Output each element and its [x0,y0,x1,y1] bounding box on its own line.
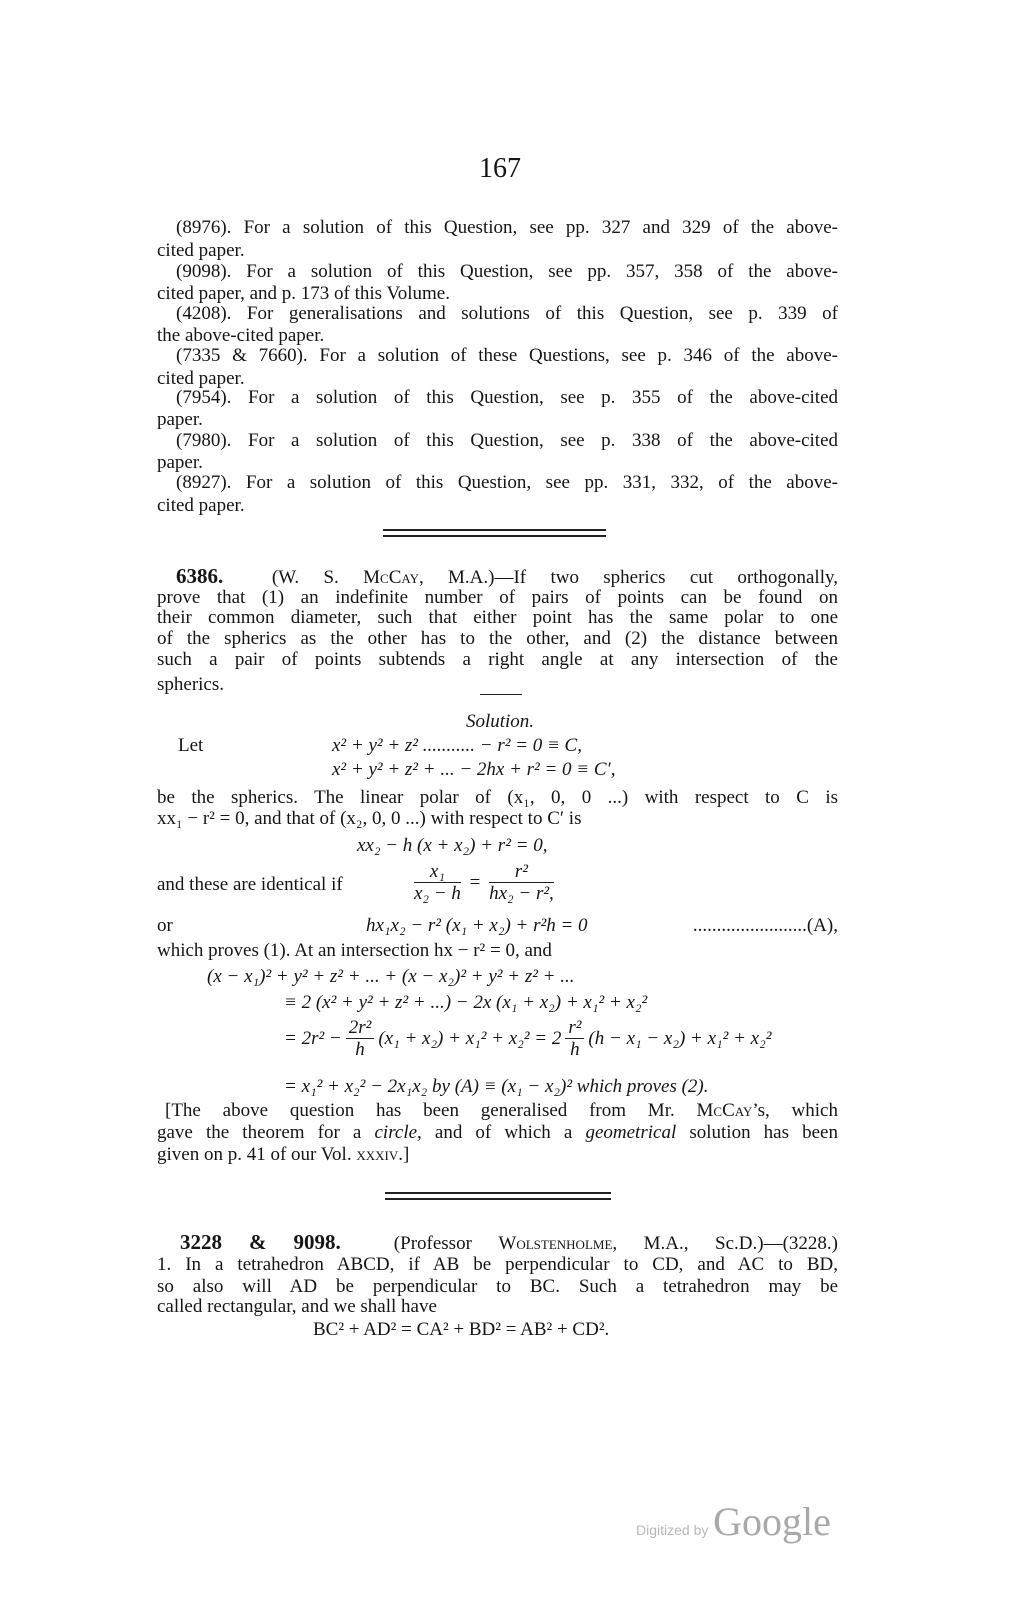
author-name: Wolstenholme [498,1233,613,1254]
question-line: 1. In a tetrahedron ABCD, if AB be perpendicular to CD, and AC to BD, [157,1254,838,1275]
denominator: h [570,1039,580,1060]
question-line: prove that (1) an indefinite number of pairs of points can be found on [157,587,838,608]
section-divider [385,1198,611,1200]
denominator: hx₂ − r², [489,883,554,904]
text: solution has been [676,1122,838,1143]
text: ’s, which [752,1100,838,1121]
author-name: McCay [363,567,419,588]
note-line: paper. [157,452,203,473]
equation: ≡ 2 (x² + y² + z² + ...) − 2x (x₁ + x₂) + x₁² + x₂² [284,992,648,1013]
remark-line [165,1100,838,1122]
note-line: (9098). For a solution of this Question, see pp. 357, 358 of the above- [176,261,838,282]
eq-part: (x₁ + x₂) + x₁² + x₂² = 2 [378,1027,562,1049]
section-divider [385,1192,611,1194]
let-label: Let [178,735,204,756]
watermark-text: Digitized by [636,1522,709,1538]
question-line: such a pair of points subtends a right angle at any intersection of the [157,649,838,670]
section-divider [383,529,606,531]
text: (W. S. [271,567,364,588]
note-line: cited paper. [157,368,245,389]
equation: x² + y² + z² + ... − 2hx + r² = 0 ≡ C′, [332,759,616,780]
note-line: (7980). For a solution of this Question, see p. 338 of the above-cited [176,430,838,451]
question-number: 3228 & 9098. [180,1230,341,1254]
note-line: (8976). For a solution of this Question, see pp. 327 and 329 of the above- [176,217,838,238]
text: , and of which a [417,1122,586,1143]
text: xxxiv [356,1144,399,1165]
text: geometrical [585,1122,677,1143]
denominator: x₂ − h [414,883,461,904]
remark-line [157,1122,838,1144]
text: gave the theorem for a [157,1122,375,1143]
equation [284,1018,771,1061]
note-line: paper. [157,409,203,430]
note-line: (7954). For a solution of this Question, see p. 355 of the above-cited [176,387,838,408]
equation-fraction [410,862,558,905]
text: , M.A., Sc.D.)—(3228.) [612,1233,838,1254]
note-line: the above-cited paper. [157,325,325,346]
google-logo: Google [713,1499,831,1544]
text-line: be the spherics. The linear polar of (x₁, 0, 0 ...) with respect to C is [157,787,838,808]
solution-heading: Solution. [465,711,535,732]
text: , M.A.)—If two spherics cut orthogonally, [418,567,839,588]
eq-part: (h − x₁ − x₂) + x₁² + x₂² [588,1027,772,1049]
numerator: 2r² [346,1018,375,1039]
equation: BC² + AD² = CA² + BD² = AB² + CD². [313,1319,610,1340]
question-heading [180,1231,838,1255]
equation-label: ........................(A), [692,915,838,936]
text: circle [374,1122,418,1143]
text: (Professor [393,1233,499,1254]
question-heading [176,565,838,589]
question-line: their common diameter, such that either point has the same polar to one [157,607,838,628]
text: [The above question has been generalised from Mr. [165,1100,697,1121]
remark-line [157,1144,838,1166]
numerator: r² [489,862,554,883]
short-divider [480,694,522,695]
text-line: which proves (1). At an intersection hx − r² = 0, and [157,940,552,961]
note-line: cited paper. [157,240,245,261]
text: given on p. 41 of our Vol. [157,1144,357,1165]
question-line: so also will AD be perpendicular to BC. Such a tetrahedron may be [157,1276,838,1297]
equation: xx₂ − h (x + x₂) + r² = 0, [357,835,548,856]
note-line: (8927). For a solution of this Question, see pp. 331, 332, of the above- [176,472,838,493]
note-line: (7335 & 7660). For a solution of these Questions, see p. 346 of the above- [176,345,838,366]
text: McCay [696,1100,753,1121]
question-line: called rectangular, and we shall have [157,1296,437,1317]
equals: = [469,871,481,893]
section-divider [383,535,606,537]
page-number: 167 [479,153,521,184]
equation-A: hx₁x₂ − r² (x₁ + x₂) + r²h = 0 [366,915,588,936]
digitized-by-google-watermark [636,1498,831,1545]
question-line: of the spherics as the other has to the other, and (2) the distance between [157,628,838,649]
or-label: or [157,915,173,936]
note-line: cited paper, and p. 173 of this Volume. [157,283,450,304]
equation: (x − x₁)² + y² + z² + ... + (x − x₂)² + y² + z² + ... [207,966,575,987]
text-line: xx₁ − r² = 0, and that of (x₂, 0, 0 ...) with respect to C′ is [157,808,582,829]
text: .] [398,1144,410,1165]
question-number: 6386. [176,564,224,588]
equation: x² + y² + z² ........... − r² = 0 ≡ C, [332,735,582,756]
numerator: x₁ [414,862,461,883]
note-line: cited paper. [157,495,245,516]
numerator: r² [565,1018,584,1039]
text-line: and these are identical if [157,874,343,895]
eq-part: = 2r² − [284,1027,342,1049]
note-line: (4208). For generalisations and solutions of this Question, see p. 339 of [176,303,838,324]
denominator: h [355,1039,365,1060]
question-line: spherics. [157,674,225,695]
equation: = x₁² + x₂² − 2x₁x₂ by (A) ≡ (x₁ − x₂)² which proves (2). [284,1076,709,1097]
